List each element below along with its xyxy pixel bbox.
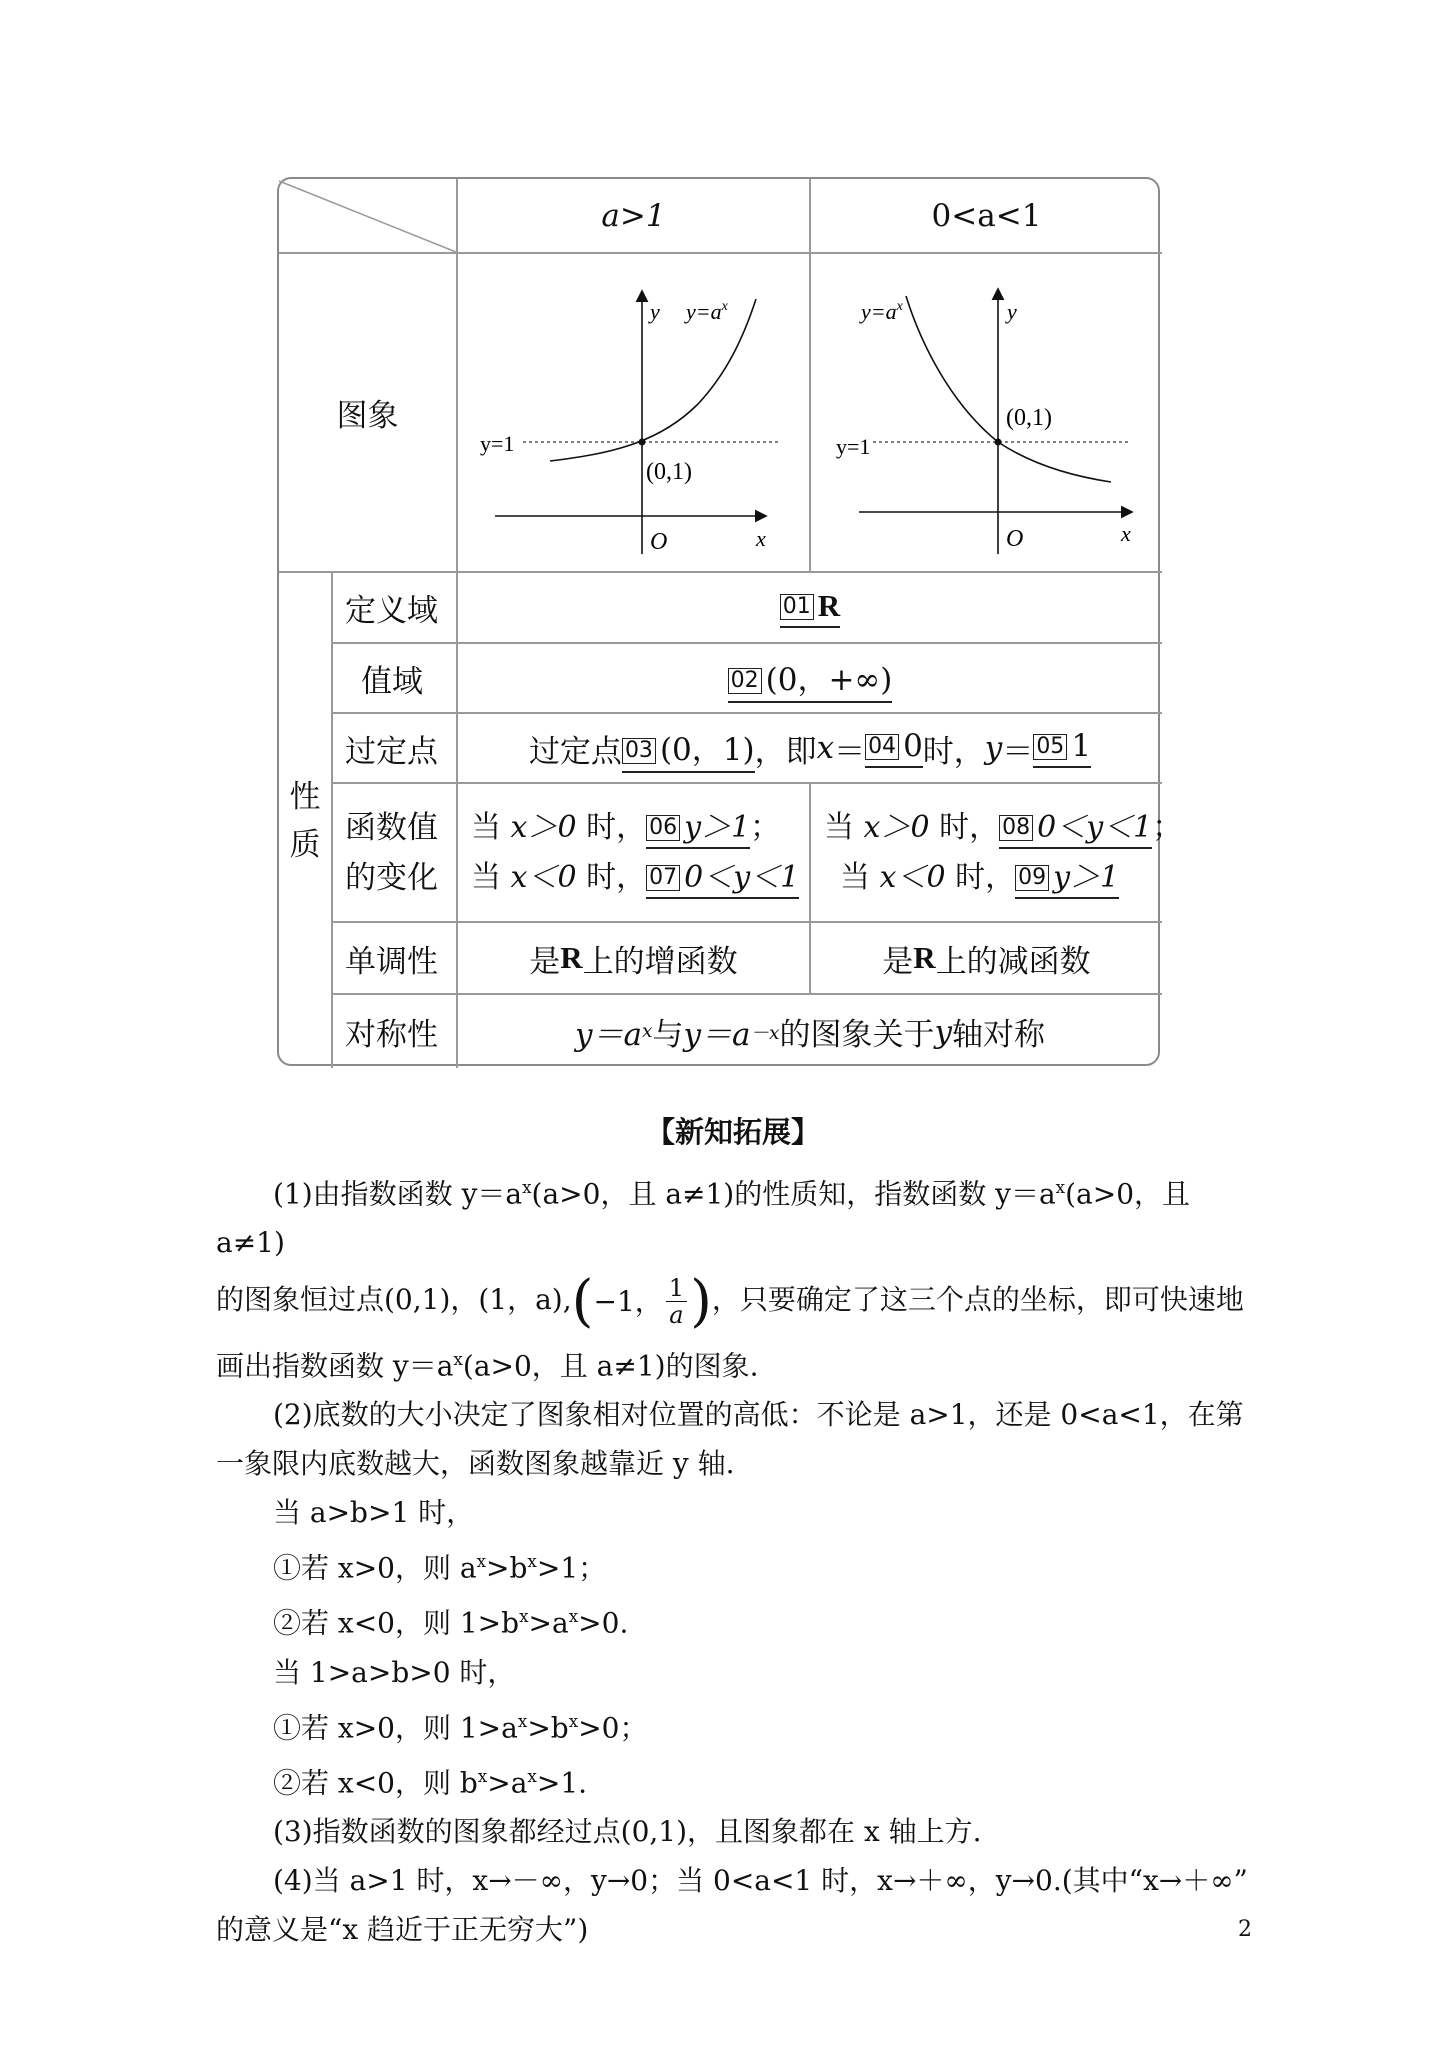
properties-table <box>277 177 1183 1066</box>
variation-text: 当 <box>471 809 511 845</box>
x-axis-label: x <box>756 526 766 551</box>
answer-box-07: 07 <box>646 865 680 891</box>
fixed-point-text: 时， <box>922 733 985 770</box>
variation-cond: x＜0 <box>510 859 577 895</box>
y-var: y <box>984 730 1003 766</box>
fixed-point-answer-1 <box>622 724 755 773</box>
x-axis-label: x <box>1121 521 1131 546</box>
right-paren: ) <box>690 1268 712 1334</box>
paragraph-1-line-3 <box>216 1335 1250 1390</box>
domain-value <box>458 573 1162 642</box>
case-1-gt-a-gt-b-gt-0: 当 1>a>b>0 时， <box>273 1655 516 1689</box>
frac-left: −1， <box>593 1284 663 1318</box>
variation-text: ； <box>750 809 781 845</box>
variation-col2 <box>824 784 1183 921</box>
p1-text: (1)由指数函数 y＝a <box>273 1177 523 1211</box>
variation-text: ； <box>1152 809 1183 845</box>
domain-answer <box>780 588 840 628</box>
variation-cond: x＞0 <box>863 809 930 845</box>
fixed-point-answer-1-value: (0，1) <box>659 731 755 768</box>
symmetry-exp-2: －x <box>750 1022 780 1044</box>
header-col2-text: 0<a<1 <box>931 197 1042 234</box>
variation-text: 时， <box>576 859 647 895</box>
variation-text: 当 <box>471 859 511 895</box>
symmetry-axis-var: y <box>934 1013 953 1050</box>
monotonicity-col2 <box>811 923 1162 993</box>
symmetry-text: 的图象关于 <box>779 1017 935 1053</box>
paragraph-1-line-1 <box>216 1163 1250 1267</box>
p5-text: >0. <box>578 1606 629 1640</box>
fixed-point-answer-2-value: 0 <box>903 728 923 764</box>
range-label <box>333 644 456 712</box>
range-value <box>458 644 1162 712</box>
point-0-1 <box>639 439 646 446</box>
left-paren: ( <box>571 1268 594 1334</box>
variation-col2-line2 <box>824 853 1162 903</box>
paragraph-4-line-1: (4)当 a>1 时，x→－∞，y→0；当 0<a<1 时，x→＋∞，y→0.(其中“x→＋∞” <box>273 1864 1248 1898</box>
answer-box-03: 03 <box>622 738 656 764</box>
variation-text: 当 <box>840 859 880 895</box>
real-set-R: R <box>913 940 936 975</box>
fraction-numerator: 1 <box>666 1275 687 1302</box>
p8-text: >a <box>487 1766 528 1800</box>
curve-label: $y=a^x$ <box>861 299 903 324</box>
origin-label: O <box>1006 526 1024 552</box>
fixed-point-text: ＝ <box>834 733 866 770</box>
paragraph-4-line-2: 的意义是“x 趋近于正无穷大”) <box>216 1913 589 1947</box>
p4-text: ①若 x>0，则 a <box>273 1551 477 1585</box>
monotonicity-text: 是 <box>529 943 561 980</box>
range-label-text: 值域 <box>361 663 423 700</box>
p7-text: ①若 x>0，则 1>a <box>273 1711 518 1745</box>
fixed-point-answer-3-value: 1 <box>1071 728 1092 764</box>
variation-label-line1: 函数值 <box>345 809 438 846</box>
p8-sup: x <box>477 1766 488 1787</box>
domain-label-text: 定义域 <box>345 593 438 629</box>
p5-sup: x <box>519 1606 529 1627</box>
x-var: x <box>816 730 835 766</box>
p5-text: >a <box>528 1606 569 1640</box>
point-neg1-1-over-a <box>572 1269 712 1335</box>
variation-answer-06-value: y＞1 <box>684 809 751 845</box>
fixed-point-text: ＝ <box>1002 733 1034 770</box>
header-0-lt-a-lt-1 <box>811 179 1162 252</box>
monotonicity-col1 <box>458 923 809 993</box>
p5-text: ②若 x<0，则 1>b <box>273 1606 520 1640</box>
paragraph-3: (3)指数函数的图象都经过点(0,1)，且图象都在 x 轴上方. <box>273 1815 982 1849</box>
symmetry-exp-1: x <box>641 1021 653 1042</box>
range-answer-value: (0，+∞) <box>765 661 893 698</box>
section-title: 【新知拓展】 <box>645 1115 820 1149</box>
p1-sup: x <box>453 1348 463 1369</box>
fraction-1-over-a <box>666 1275 687 1328</box>
p1-sup: x <box>522 1177 532 1197</box>
variation-col2-line1 <box>824 803 1183 853</box>
symmetry-text: 轴对称 <box>952 1017 1046 1053</box>
fixed-point-label <box>333 714 456 782</box>
paragraph-2-line-2: 一象限内底数越大，函数图象越靠近 y 轴. <box>216 1447 735 1481</box>
p7-sup: x <box>517 1710 528 1731</box>
y-axis-label: y <box>650 299 660 324</box>
monotonicity-label <box>333 923 456 993</box>
range-answer <box>728 654 893 703</box>
monotonicity-label-text: 单调性 <box>345 943 438 980</box>
p4-sup: x <box>476 1551 487 1572</box>
case-1-x-positive <box>216 1537 1250 1592</box>
variation-col1 <box>471 784 809 921</box>
p1-sup: x <box>1055 1177 1066 1197</box>
fixed-point-label-text: 过定点 <box>345 733 438 770</box>
variation-answer-08-value: 0＜y＜1 <box>1037 809 1153 845</box>
variation-cond: x＞0 <box>510 809 577 845</box>
y-equals-1-label: y=1 <box>480 431 515 456</box>
graph-row-label-text: 图象 <box>336 398 399 434</box>
property-label-char-2: 质 <box>289 826 321 863</box>
p1-text: (a>0，且 a≠1)的性质知，指数函数 y＝a <box>531 1177 1056 1211</box>
graph-row-label <box>279 254 456 571</box>
origin-label: O <box>650 529 668 555</box>
answer-box-02: 02 <box>728 668 762 694</box>
p1-text: (a>0，且 a≠1)的图象. <box>462 1349 759 1383</box>
symmetry-label-text: 对称性 <box>345 1017 438 1053</box>
fixed-point-answer-2 <box>865 728 923 768</box>
variation-text: 时， <box>576 809 647 845</box>
header-a-gt-1 <box>458 179 809 252</box>
p5-sup: x <box>568 1606 579 1627</box>
variation-answer-08 <box>999 810 1152 849</box>
symmetry-formula-2: y＝a <box>683 1017 751 1053</box>
fixed-point-text: 过定点 <box>528 733 622 770</box>
curve-label: $y=a^x$ <box>686 299 728 324</box>
domain-label <box>333 573 456 642</box>
p1-text: 的图象恒过点(0,1)，(1，a), <box>216 1283 572 1317</box>
point-label: (0,1) <box>646 459 692 485</box>
case-1-x-negative <box>216 1592 1250 1647</box>
answer-box-09: 09 <box>1015 865 1049 891</box>
extension-section <box>216 1108 1250 1954</box>
monotonicity-text: 上的增函数 <box>582 943 738 980</box>
graph-decreasing <box>811 254 1162 571</box>
graph-increasing <box>458 254 809 571</box>
case-2-x-positive <box>216 1697 1250 1752</box>
fraction-denominator: a <box>669 1301 684 1330</box>
paragraph-2-line-1: (2)底数的大小决定了图象相对位置的高低：不论是 a>1，还是 0<a<1，在第 <box>273 1398 1244 1432</box>
symmetry-formula-1: y＝a <box>574 1017 642 1053</box>
answer-box-01: 01 <box>780 594 814 620</box>
symmetry-label <box>333 995 456 1068</box>
variation-text: 时， <box>945 859 1016 895</box>
fixed-point-value <box>458 714 1162 782</box>
symmetry-value <box>458 995 1162 1068</box>
variation-col1-line1 <box>471 803 809 853</box>
variation-answer-09 <box>1015 860 1119 899</box>
variation-answer-09-value: y＞1 <box>1053 859 1120 895</box>
answer-box-08: 08 <box>999 815 1033 841</box>
header-col1-text: a>1 <box>601 197 666 234</box>
p7-sup: x <box>568 1710 579 1731</box>
p1-text: ，只要确定了这三个点的坐标，即可快速地 <box>711 1283 1244 1317</box>
y-equals-1-label: y=1 <box>836 434 871 459</box>
header-diagonal <box>279 179 457 253</box>
property-label <box>279 573 331 1068</box>
monotonicity-text: 是 <box>882 943 914 980</box>
p1-text: 画出指数函数 y＝a <box>216 1349 454 1383</box>
answer-box-06: 06 <box>646 815 680 841</box>
variation-answer-07-value: 0＜y＜1 <box>684 859 800 895</box>
variation-cond: x＜0 <box>879 859 946 895</box>
p4-sup: x <box>527 1551 537 1572</box>
domain-answer-value: R <box>817 587 841 623</box>
variation-col1-line2 <box>471 853 809 903</box>
case-a-gt-b-gt-1: 当 a>b>1 时， <box>273 1496 475 1530</box>
p8-sup: x <box>527 1766 537 1787</box>
p4-text: >1； <box>536 1551 607 1585</box>
monotonicity-text: 上的减函数 <box>935 943 1091 980</box>
p7-text: >0； <box>578 1711 648 1745</box>
variation-text: 时， <box>929 809 1000 845</box>
variation-text: 当 <box>824 809 864 845</box>
variation-label <box>345 784 456 921</box>
p1-text: (a>0，且 a≠1) <box>216 1177 1191 1260</box>
variation-label-line2: 的变化 <box>345 859 438 896</box>
answer-box-04: 04 <box>865 734 899 760</box>
page-number: 2 <box>1238 1917 1252 1942</box>
symmetry-text: 与 <box>652 1017 684 1053</box>
p8-text: >1. <box>536 1766 588 1800</box>
fixed-point-answer-3 <box>1033 728 1091 768</box>
property-label-char-1: 性 <box>289 778 321 815</box>
real-set-R: R <box>560 940 583 975</box>
variation-answer-07 <box>646 860 799 899</box>
point-0-1 <box>995 439 1002 446</box>
p7-text: >b <box>527 1711 569 1745</box>
point-label: (0,1) <box>1006 405 1052 431</box>
p8-text: ②若 x<0，则 b <box>273 1766 478 1800</box>
variation-answer-06 <box>646 810 750 849</box>
paragraph-1-line-2 <box>216 1267 1250 1335</box>
y-axis-label: y <box>1007 299 1017 324</box>
fixed-point-text: ，即 <box>754 733 817 770</box>
case-2-x-negative <box>216 1752 1250 1807</box>
answer-box-05: 05 <box>1033 734 1067 760</box>
p4-text: >b <box>486 1551 528 1585</box>
